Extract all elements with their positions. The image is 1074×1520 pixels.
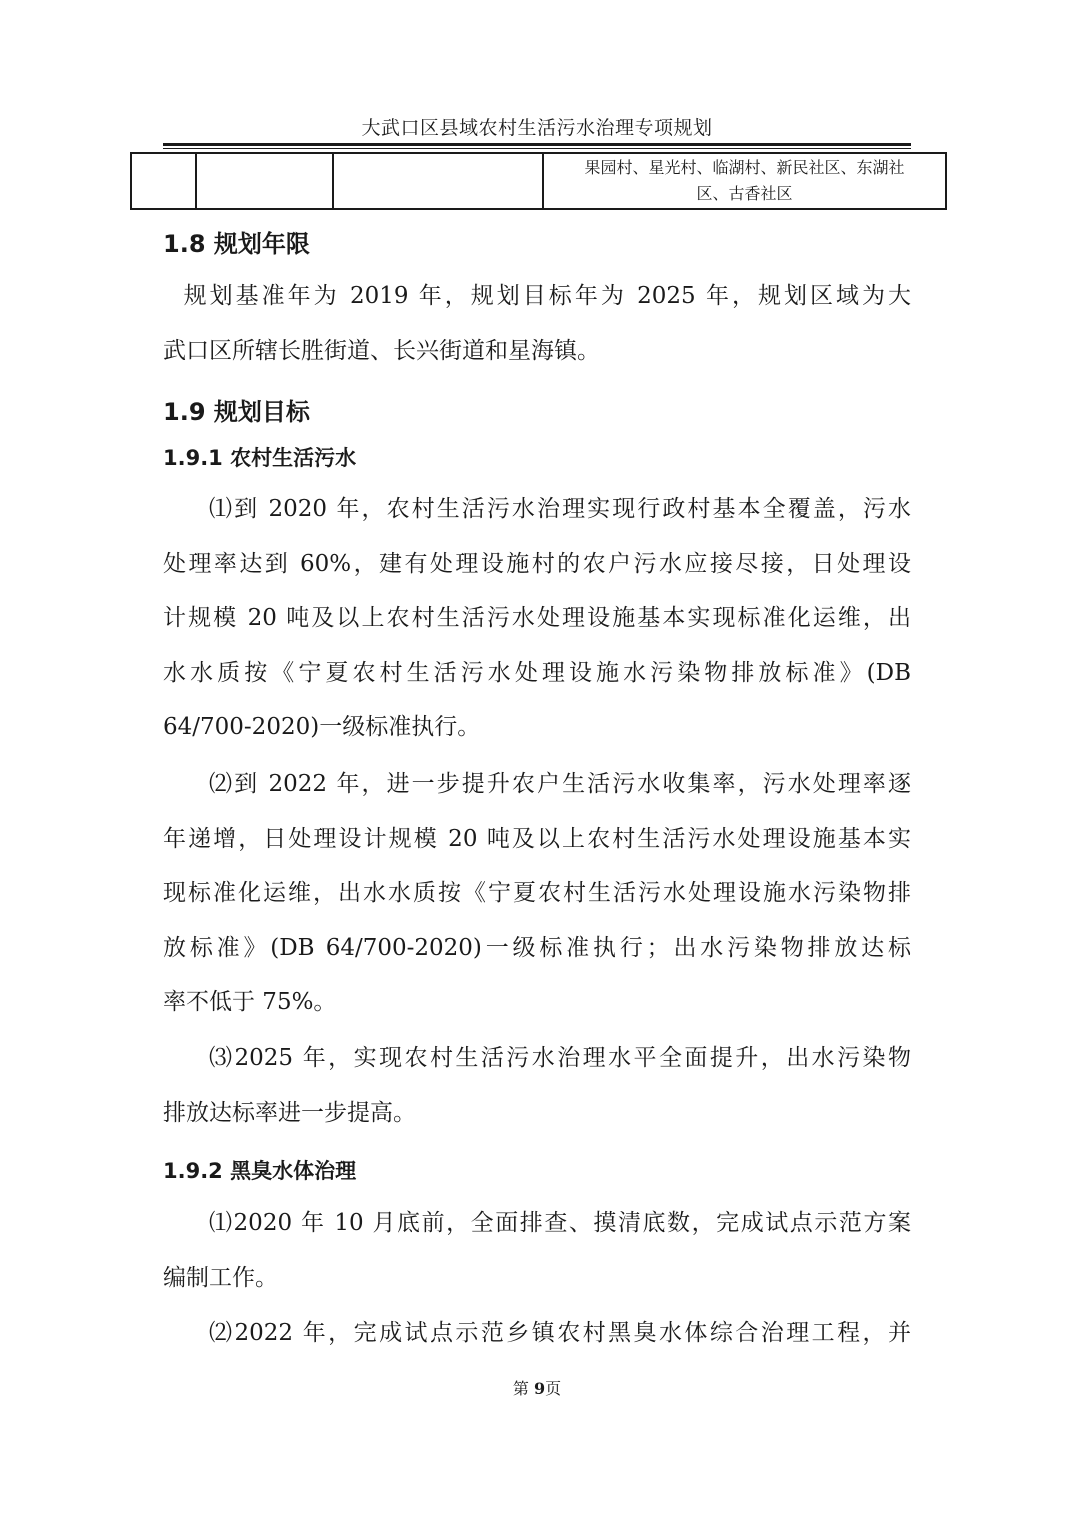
- table-cell-line: 区、古香社区: [696, 184, 793, 203]
- paragraph-black-water-2022: [163, 1306, 911, 1361]
- header-rule-thin: [163, 148, 911, 149]
- table-cell-empty: [131, 153, 196, 209]
- paragraph-2020-target: [163, 482, 911, 755]
- paragraph-line: ⑵2022 年，完成试点示范乡镇农村黑臭水体综合治理工程，并: [209, 1320, 911, 1346]
- paragraph-line: 64/700-2020)一级标准执行。: [163, 714, 481, 740]
- paragraph-line: 规划基准年为 2019 年，规划目标年为 2025 年，规划区域为大: [163, 283, 911, 309]
- paragraph-line: ⑴到 2020 年，农村生活污水治理实现行政村基本全覆盖，污水: [209, 496, 911, 522]
- table-row: [131, 153, 946, 209]
- paragraph-line: 计规模 20 吨及以上农村生活污水处理设施基本实现标准化运维，出: [163, 605, 911, 631]
- section-heading-1-9: 1.9 规划目标: [163, 398, 310, 426]
- continued-table: [130, 152, 947, 210]
- paragraph-line: 水水质按《宁夏农村生活污水处理设施水污染物排放标准》(DB: [163, 659, 911, 686]
- paragraph-line: 放标准》(DB 64/700-2020)一级标准执行；出水污染物排放达标: [163, 934, 911, 961]
- paragraph-planning-period: [163, 269, 911, 378]
- subsection-heading-1-9-1: 1.9.1 农村生活污水: [163, 446, 357, 470]
- page-number-suffix: 页: [545, 1379, 562, 1398]
- paragraph-line: ⑴2020 年 10 月底前，全面排查、摸清底数，完成试点示范方案: [209, 1210, 911, 1236]
- table-cell-empty: [333, 153, 543, 209]
- paragraph-line: 现标准化运维，出水水质按《宁夏农村生活污水处理设施水污染物排: [163, 880, 911, 906]
- paragraph-line: ⑵到 2022 年，进一步提升农户生活污水收集率，污水处理率逐: [209, 771, 911, 797]
- paragraph-line: 编制工作。: [163, 1264, 278, 1291]
- section-heading-1-8: 1.8 规划年限: [163, 230, 310, 258]
- paragraph-2022-target: [163, 757, 911, 1030]
- paragraph-line: 武口区所辖长胜街道、长兴街道和星海镇。: [163, 337, 600, 364]
- paragraph-black-water-2020: [163, 1196, 911, 1305]
- table-cell-villages: [543, 153, 946, 209]
- page-header: 大武口区县域农村生活污水治理专项规划: [361, 117, 713, 139]
- paragraph-2025-target: [163, 1031, 911, 1140]
- page-number: 9: [533, 1379, 546, 1398]
- paragraph-line: 率不低于 75%。: [163, 989, 337, 1015]
- page-footer: [0, 1376, 1074, 1399]
- paragraph-line: ⑶2025 年，实现农村生活污水治理水平全面提升，出水污染物: [209, 1045, 911, 1071]
- paragraph-line: 处理率达到 60%，建有处理设施村的农户污水应接尽接，日处理设: [163, 550, 911, 577]
- table-cell-line: 果园村、星光村、临湖村、新民社区、东湖社: [584, 158, 905, 177]
- page-number-prefix: 第: [512, 1379, 534, 1398]
- subsection-heading-1-9-2: 1.9.2 黑臭水体治理: [163, 1159, 357, 1183]
- table-cell-empty: [196, 153, 333, 209]
- paragraph-line: 排放达标率进一步提高。: [163, 1099, 416, 1126]
- header-rule: [163, 143, 911, 146]
- paragraph-line: 年递增，日处理设计规模 20 吨及以上农村生活污水处理设施基本实: [163, 825, 911, 852]
